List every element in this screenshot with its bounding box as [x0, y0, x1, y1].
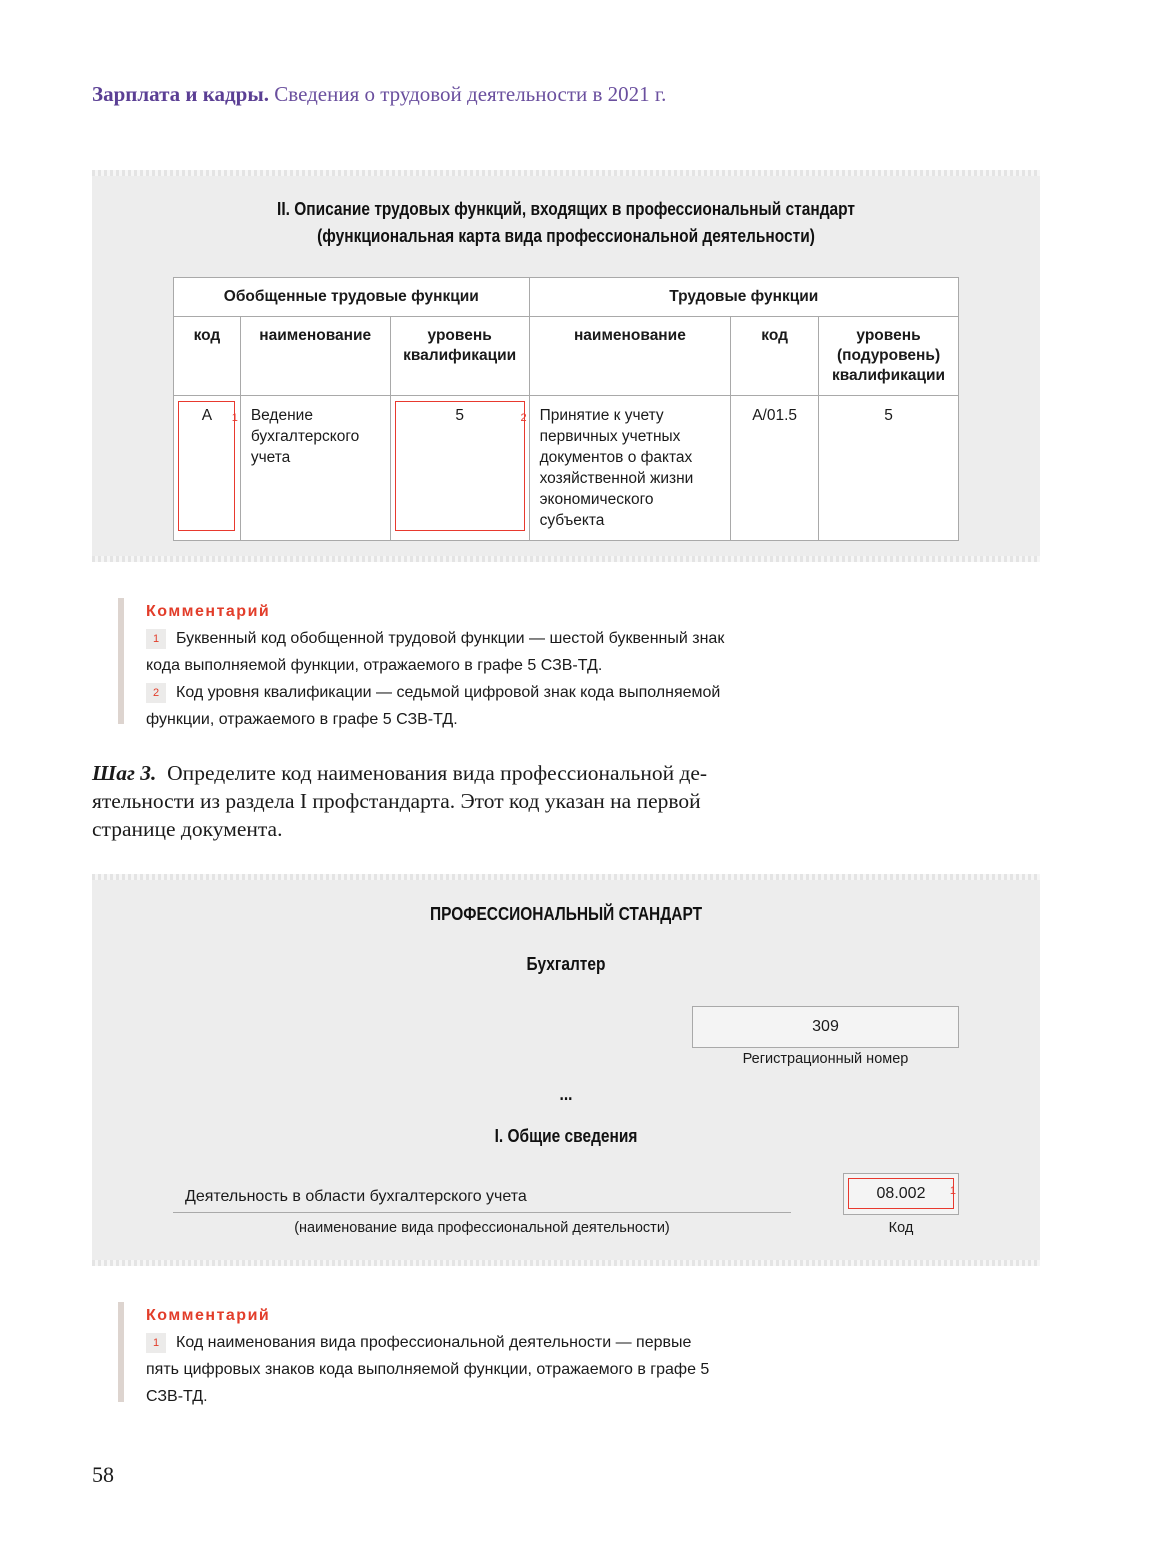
group-header-generalized: Обобщенные трудовые функции [174, 278, 530, 317]
step-3-paragraph [92, 759, 782, 843]
highlight-box-2 [395, 401, 525, 531]
col-header-sublevel: уровень (подуровень) квалификации [819, 317, 959, 396]
ellipsis: ... [559, 1084, 573, 1104]
group-header-functions: Трудовые функции [529, 278, 958, 317]
comment-block-1 [118, 598, 725, 728]
highlight-box-1 [178, 401, 235, 531]
prof-standard-panel [92, 874, 1040, 1266]
table-group-header-row [174, 278, 959, 317]
col-header-function-name: наименование [529, 317, 731, 396]
cell-sublevel: 5 [819, 396, 959, 541]
table-row [174, 396, 959, 541]
cell-level-value: 5 [455, 407, 464, 424]
cell-function-name: Принятие к учету первичных учетных документов о фактах хозяйственной жизни экономического субъекта [529, 396, 731, 541]
standard-title: ПРОФЕССИОНАЛЬНЫЙ СТАНДАРТ [429, 904, 703, 924]
marker-2: 2 [520, 412, 527, 424]
cell-function-code: А/01.5 [731, 396, 819, 541]
cell-code [174, 396, 241, 541]
activity-name-field: Деятельность в области бухгалтерского учета [173, 1180, 791, 1213]
comment-badge: 1 [146, 1333, 166, 1353]
comment-block-2 [118, 1302, 710, 1405]
activity-code-value: 08.002 [876, 1185, 926, 1202]
header-section: Зарплата и кадры. [92, 82, 270, 106]
standard-subtitle: Бухгалтер [526, 954, 606, 974]
comment-text: Код наименования вида профессиональной деятельности — первые [176, 1334, 692, 1351]
col-header-code: код [174, 317, 241, 396]
cell-name: Ведение бухгалтерского учета [240, 396, 390, 541]
table-header-row [174, 317, 959, 396]
highlight-box-code [848, 1178, 954, 1209]
functions-table [173, 277, 959, 541]
page-number: 58 [92, 1462, 114, 1487]
comment-text: Код уровня квалификации — седьмой цифровой знак кода выполняемой [176, 684, 721, 701]
comment-item-1 [146, 1329, 709, 1356]
comment-badge: 2 [146, 683, 166, 703]
comment-title: Комментарий [146, 1307, 271, 1324]
comment-item-1 [146, 625, 724, 652]
step-label: Шаг 3. [92, 761, 157, 785]
col-header-level: уровень квалификации [390, 317, 529, 396]
code-label: Код [888, 1220, 914, 1236]
registration-number-label: Регистрационный номер [742, 1051, 909, 1067]
comment-item-2 [146, 679, 724, 706]
activity-code-box [843, 1173, 959, 1215]
cell-code-value: А [201, 407, 213, 424]
header-title: Сведения о трудовой деятельности в 2021 г. [274, 82, 667, 106]
col-header-function-code: код [731, 317, 819, 396]
activity-caption: (наименование вида профессиональной деятельности) [294, 1220, 670, 1236]
cell-level [390, 396, 529, 541]
comment-line-3: СЗВ-ТД. [146, 1388, 208, 1405]
step-line-1: Определите код наименования вида профессиональной де- [167, 761, 708, 785]
step-line-3: странице документа. [92, 817, 283, 841]
col-header-name: наименование [240, 317, 390, 396]
step-line-2: ятельности из раздела I профстандарта. Этот код указан на первой [92, 789, 701, 813]
comment-text: Буквенный код обобщенной трудовой функции — шестой буквенный знак [176, 630, 725, 647]
marker-1: 1 [231, 412, 238, 424]
comment-item-2-cont: функции, отражаемого в графе 5 СЗВ-ТД. [146, 711, 458, 728]
panel-title-line2: (функциональная карта вида профессиональной деятельности) [317, 226, 815, 246]
running-header [92, 82, 666, 107]
functional-map-panel [92, 170, 1040, 562]
marker-code: 1 [949, 1185, 956, 1197]
comment-item-1-cont: кода выполняемой функции, отражаемого в графе 5 СЗВ-ТД. [146, 657, 603, 674]
comment-line-2: пять цифровых знаков кода выполняемой функции, отражаемого в графе 5 [146, 1361, 710, 1378]
panel-title-line1: II. Описание трудовых функций, входящих в профессиональный стандарт [277, 199, 855, 219]
comment-title: Комментарий [146, 603, 271, 620]
section-heading: I. Общие сведения [494, 1126, 638, 1146]
comment-badge: 1 [146, 629, 166, 649]
registration-number-box: 309 [692, 1006, 959, 1048]
